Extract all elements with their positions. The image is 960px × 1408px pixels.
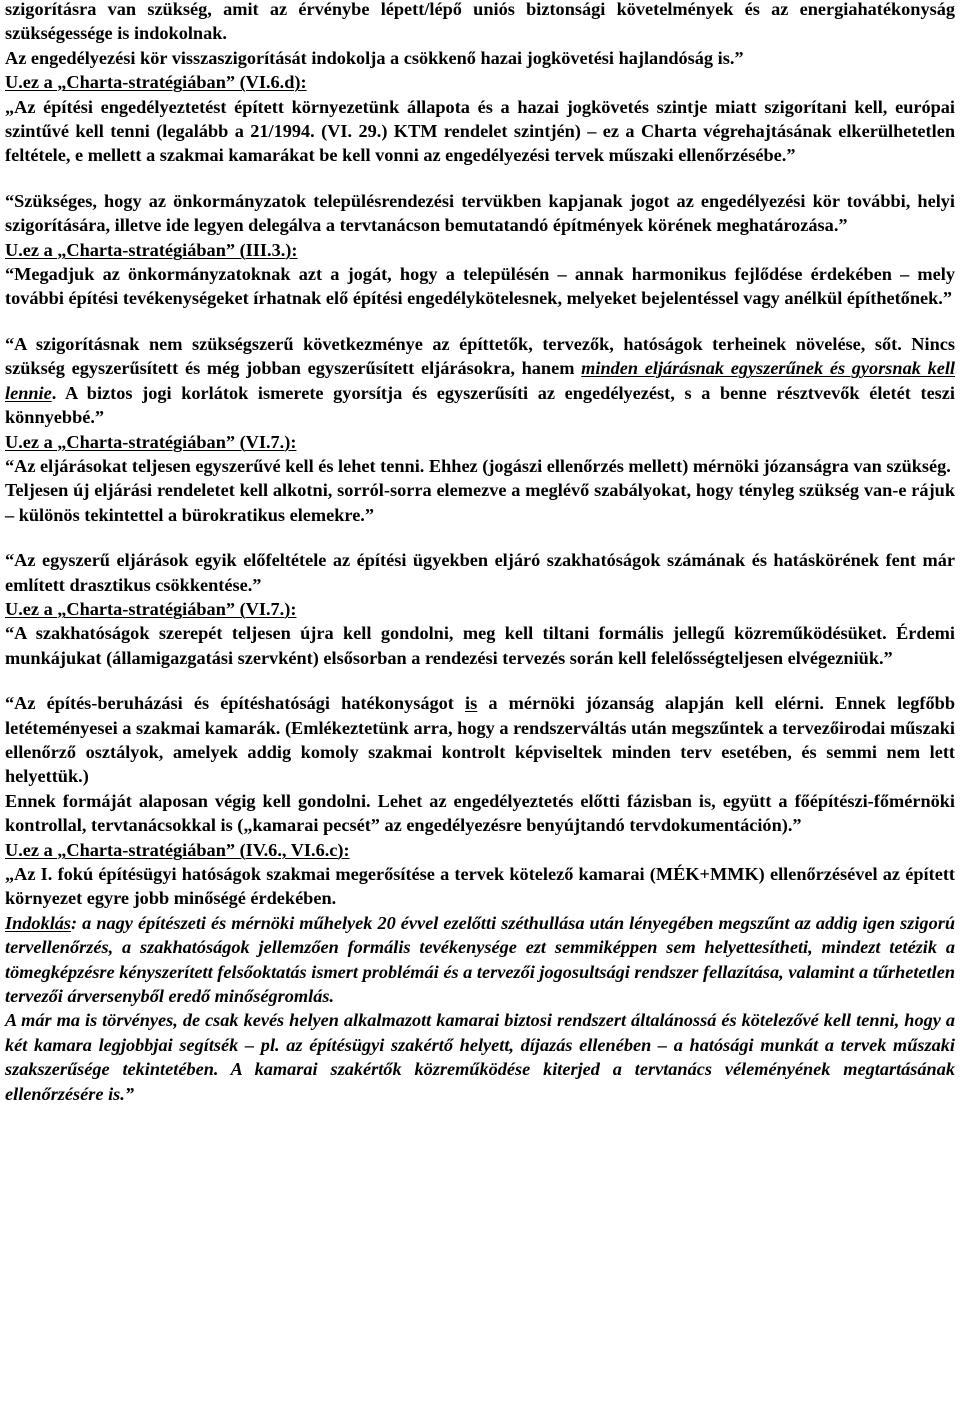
paragraph-5 <box>5 691 955 789</box>
justification-label: Indoklás <box>5 912 72 933</box>
justification-text: : a nagy építészeti és mérnöki műhelyek 20 évvel ezelőtti széthullása után lényegében megszűnt az addig igen szigorú tervellenőrzés, a szakhatóságok jellemzően formális tevékenysége ezt semmiképpen sem helyettesítheti, mindezt tetézik a tömegképzésre kényszerített felsőoktatás ismert problémái és a tervezői jogosultsági rendszer fellazítása, valamint a tűrhetetlen tervezői árversenyből eredő minőségromlás. <box>5 912 955 1007</box>
paragraph-5b: Ennek formáját alaposan végig kell gondolni. Lehet az engedélyeztetés előtti fázisban is, együtt a főépítészi-főmérnöki kontrollal, tervtanácsokkal is („kamarai pecsét” az engedélyezésre benyújtandó tervdokumentáción).” <box>5 790 955 836</box>
quote-3a: “Az eljárásokat teljesen egyszerűvé kell és lehet tenni. Ehhez (jogászi ellenőrzés mellett) mérnöki józanságra van szükség. <box>5 455 951 476</box>
quote-2: “Megadjuk az önkormányzatoknak azt a jogát, hogy a településén – annak harmonikus fejlődése érdekében – mely további építési tevékenységeket írhatnak elő építési engedélykötelesnek, melyeket bejelentéssel vagy anélkül építhetőnek.” <box>5 264 955 309</box>
reference-heading-4 <box>5 597 955 621</box>
reference-heading-1 <box>5 70 955 94</box>
reference-label: U.ez a „Charta-stratégiában” (III.3.): <box>5 239 298 260</box>
justification-paragraph <box>5 911 955 1009</box>
paragraph-5-text-b: a mérnöki józanság alapján kell elérni. Ennek legfőbb letéteményesei a szakmai kamarák. (Emlékeztetünk arra, hogy a rendszerváltás után megszűntek a tervezőirodai műszaki ellenőrző osztályok, amelyek addig komoly szakmai kontrolt képviseltek minden terv esetében, és semmi nem lett helyettük.) <box>5 693 955 787</box>
paragraph-4: “Az egyszerű eljárások egyik előfeltétele az építési ügyekben eljáró szakhatóságok számának és hatáskörének fent már említett drasztikus csökkentése.” <box>5 550 955 595</box>
paragraph-2: “Szükséges, hogy az önkormányzatok településrendezési tervükben kapjanak jogot az engedélyezési kör további, helyi szigorítására, illetve ide legyen delegálva a tervtanácson bemutatandó építmények körének meghatározása.” <box>5 190 955 236</box>
paragraph-3-text-a: “A szigorításnak nem szükségszerű következménye az építtetők, tervezők, hatóságok terheinek növelése, sőt. Nincs szükség egyszerűsített és még jobban egyszerűsített eljárásokra, hanem <box>5 333 955 379</box>
reference-label: U.ez a „Charta-stratégiában” (VI.7.): <box>5 431 297 452</box>
quote-5c: A már ma is törvényes, de csak kevés helyen alkalmazott kamarai biztosi rendszert általánossá és kötelezővé kell tenni, hogy a két kamara legjobbjai segítsék – pl. az építésügyi szakértő helyett, díjazás ellenében – a hatósági munkát a tervek műszaki szakszerűsége tekintetében. A kamarai szakértők közreműködése kiterjed a tervtanács véleményének megtartásának ellenőrzésére is.” <box>5 1010 955 1104</box>
reference-heading-2 <box>5 238 955 262</box>
underlined-word: is <box>465 693 478 714</box>
intro-text: szigorításra van szükség, amit az érvénybe lépett/lépő uniós biztonsági követelmények és az energiahatékonyság szükségessége is indokolnak. <box>5 0 955 44</box>
quote-3b: Teljesen új eljárási rendeletet kell alkotni, sorról-sorra elemezve a meglévő szabályokat, hogy tényleg szükség van-e rájuk – különös tekintettel a bürokratikus elemekre.” <box>5 480 955 525</box>
reference-label: U.ez a „Charta-stratégiában” (VI.6.d): <box>5 72 307 93</box>
intro-text-2: Az engedélyezési kör visszaszigorítását indokolja a csökkenő hazai jogkövetési hajlandóság is.” <box>5 47 744 68</box>
paragraph-5-text-a: “Az építés-beruházási és építéshatósági hatékonyságot <box>5 693 466 714</box>
quote-4: “A szakhatóságok szerepét teljesen újra kell gondolni, meg kell tiltani formális jellegű közreműködésüket. Érdemi munkájukat (államigazgatási szervként) elsősorban a rendezési tervezés során kell felelősségteljesen elvégezniük.” <box>5 623 955 668</box>
document-page <box>5 0 955 1106</box>
reference-label: U.ez a „Charta-stratégiában” (VI.7.): <box>5 598 297 619</box>
paragraph-intro <box>5 0 955 70</box>
quote-5a: „Az I. fokú építésügyi hatóságok szakmai megerősítése a tervek kötelező kamarai (MÉK+MMK) ellenőrzésével az épített környezet egyre jobb minőségé érdekében. <box>5 864 955 909</box>
quote-1: „Az építési engedélyeztetést épített környezetünk állapota és a hazai jogkövetés szintje miatt szigorítani kell, európai szintűvé kell tenni (legalább a 21/1994. (VI. 29.) KTM rendelet szintjén) – ez a Charta végrehajtásának elkerülhetetlen feltétele, e mellett a szakmai kamarákat be kell vonni az engedélyezési tervek műszaki ellenőrzésébe.” <box>5 96 955 166</box>
reference-label: U.ez a „Charta-stratégiában” (IV.6., VI.6.c): <box>5 839 350 860</box>
spacer <box>5 168 955 189</box>
spacer <box>5 311 955 332</box>
paragraph-3 <box>5 332 955 430</box>
reference-heading-3 <box>5 430 955 454</box>
reference-heading-5 <box>5 838 955 862</box>
spacer <box>5 527 955 548</box>
emphasis-text: minden eljárásnak egyszerűnek és gyorsnak kell lennie <box>5 358 955 403</box>
spacer <box>5 670 955 691</box>
paragraph-3-text-b: . A biztos jogi korlátok ismerete gyorsítja és egyszerűsíti az engedélyezést, s a benne résztvevők életét teszi könnyebbé.” <box>5 382 955 428</box>
